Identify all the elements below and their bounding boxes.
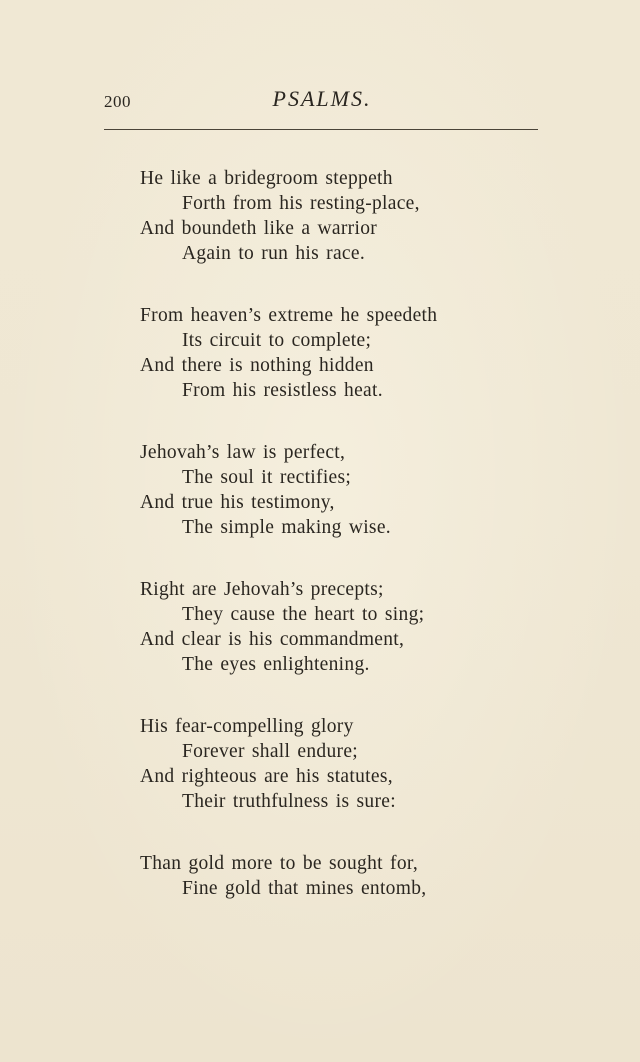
poem-line: The eyes enlightening. [182,654,370,675]
poem-line: The simple making wise. [182,517,391,538]
running-head [104,86,540,116]
poem-line: And clear is his commandment, [140,629,405,650]
poem-line: And boundeth like a warrior [140,218,378,239]
section-title: PSALMS. [272,86,372,111]
poem-line: Fine gold that mines entomb, [182,878,427,899]
poem-line: He like a bridegroom steppeth [140,168,393,189]
stanza [140,714,520,814]
poem-line: From heaven’s extreme he speedeth [140,305,438,326]
header-rule [104,129,538,130]
stanza [140,166,520,266]
poem-body [140,166,520,938]
poem-line: Again to run his race. [182,243,366,264]
poem-line: Its circuit to complete; [182,330,372,351]
poem-line: His fear-compelling glory [140,716,354,737]
stanza [140,440,520,540]
poem-line: And true his testimony, [140,492,335,513]
poem-line: Their truthfulness is sure: [182,791,396,812]
stanza [140,303,520,403]
poem-line: They cause the heart to sing; [182,604,425,625]
poem-line: From his resistless heat. [182,380,383,401]
poem-line: And there is nothing hidden [140,355,374,376]
poem-line: Than gold more to be sought for, [140,853,419,874]
poem-line: Forth from his resting-place, [182,193,420,214]
poem-line: Jehovah’s law is perfect, [140,442,346,463]
poem-line: Forever shall endure; [182,741,358,762]
page-number: 200 [104,92,131,111]
poem-line: Right are Jehovah’s precepts; [140,579,384,600]
stanza [140,577,520,677]
poem-line: And righteous are his statutes, [140,766,393,787]
stanza [140,851,520,901]
poem-line: The soul it rectifies; [182,467,352,488]
